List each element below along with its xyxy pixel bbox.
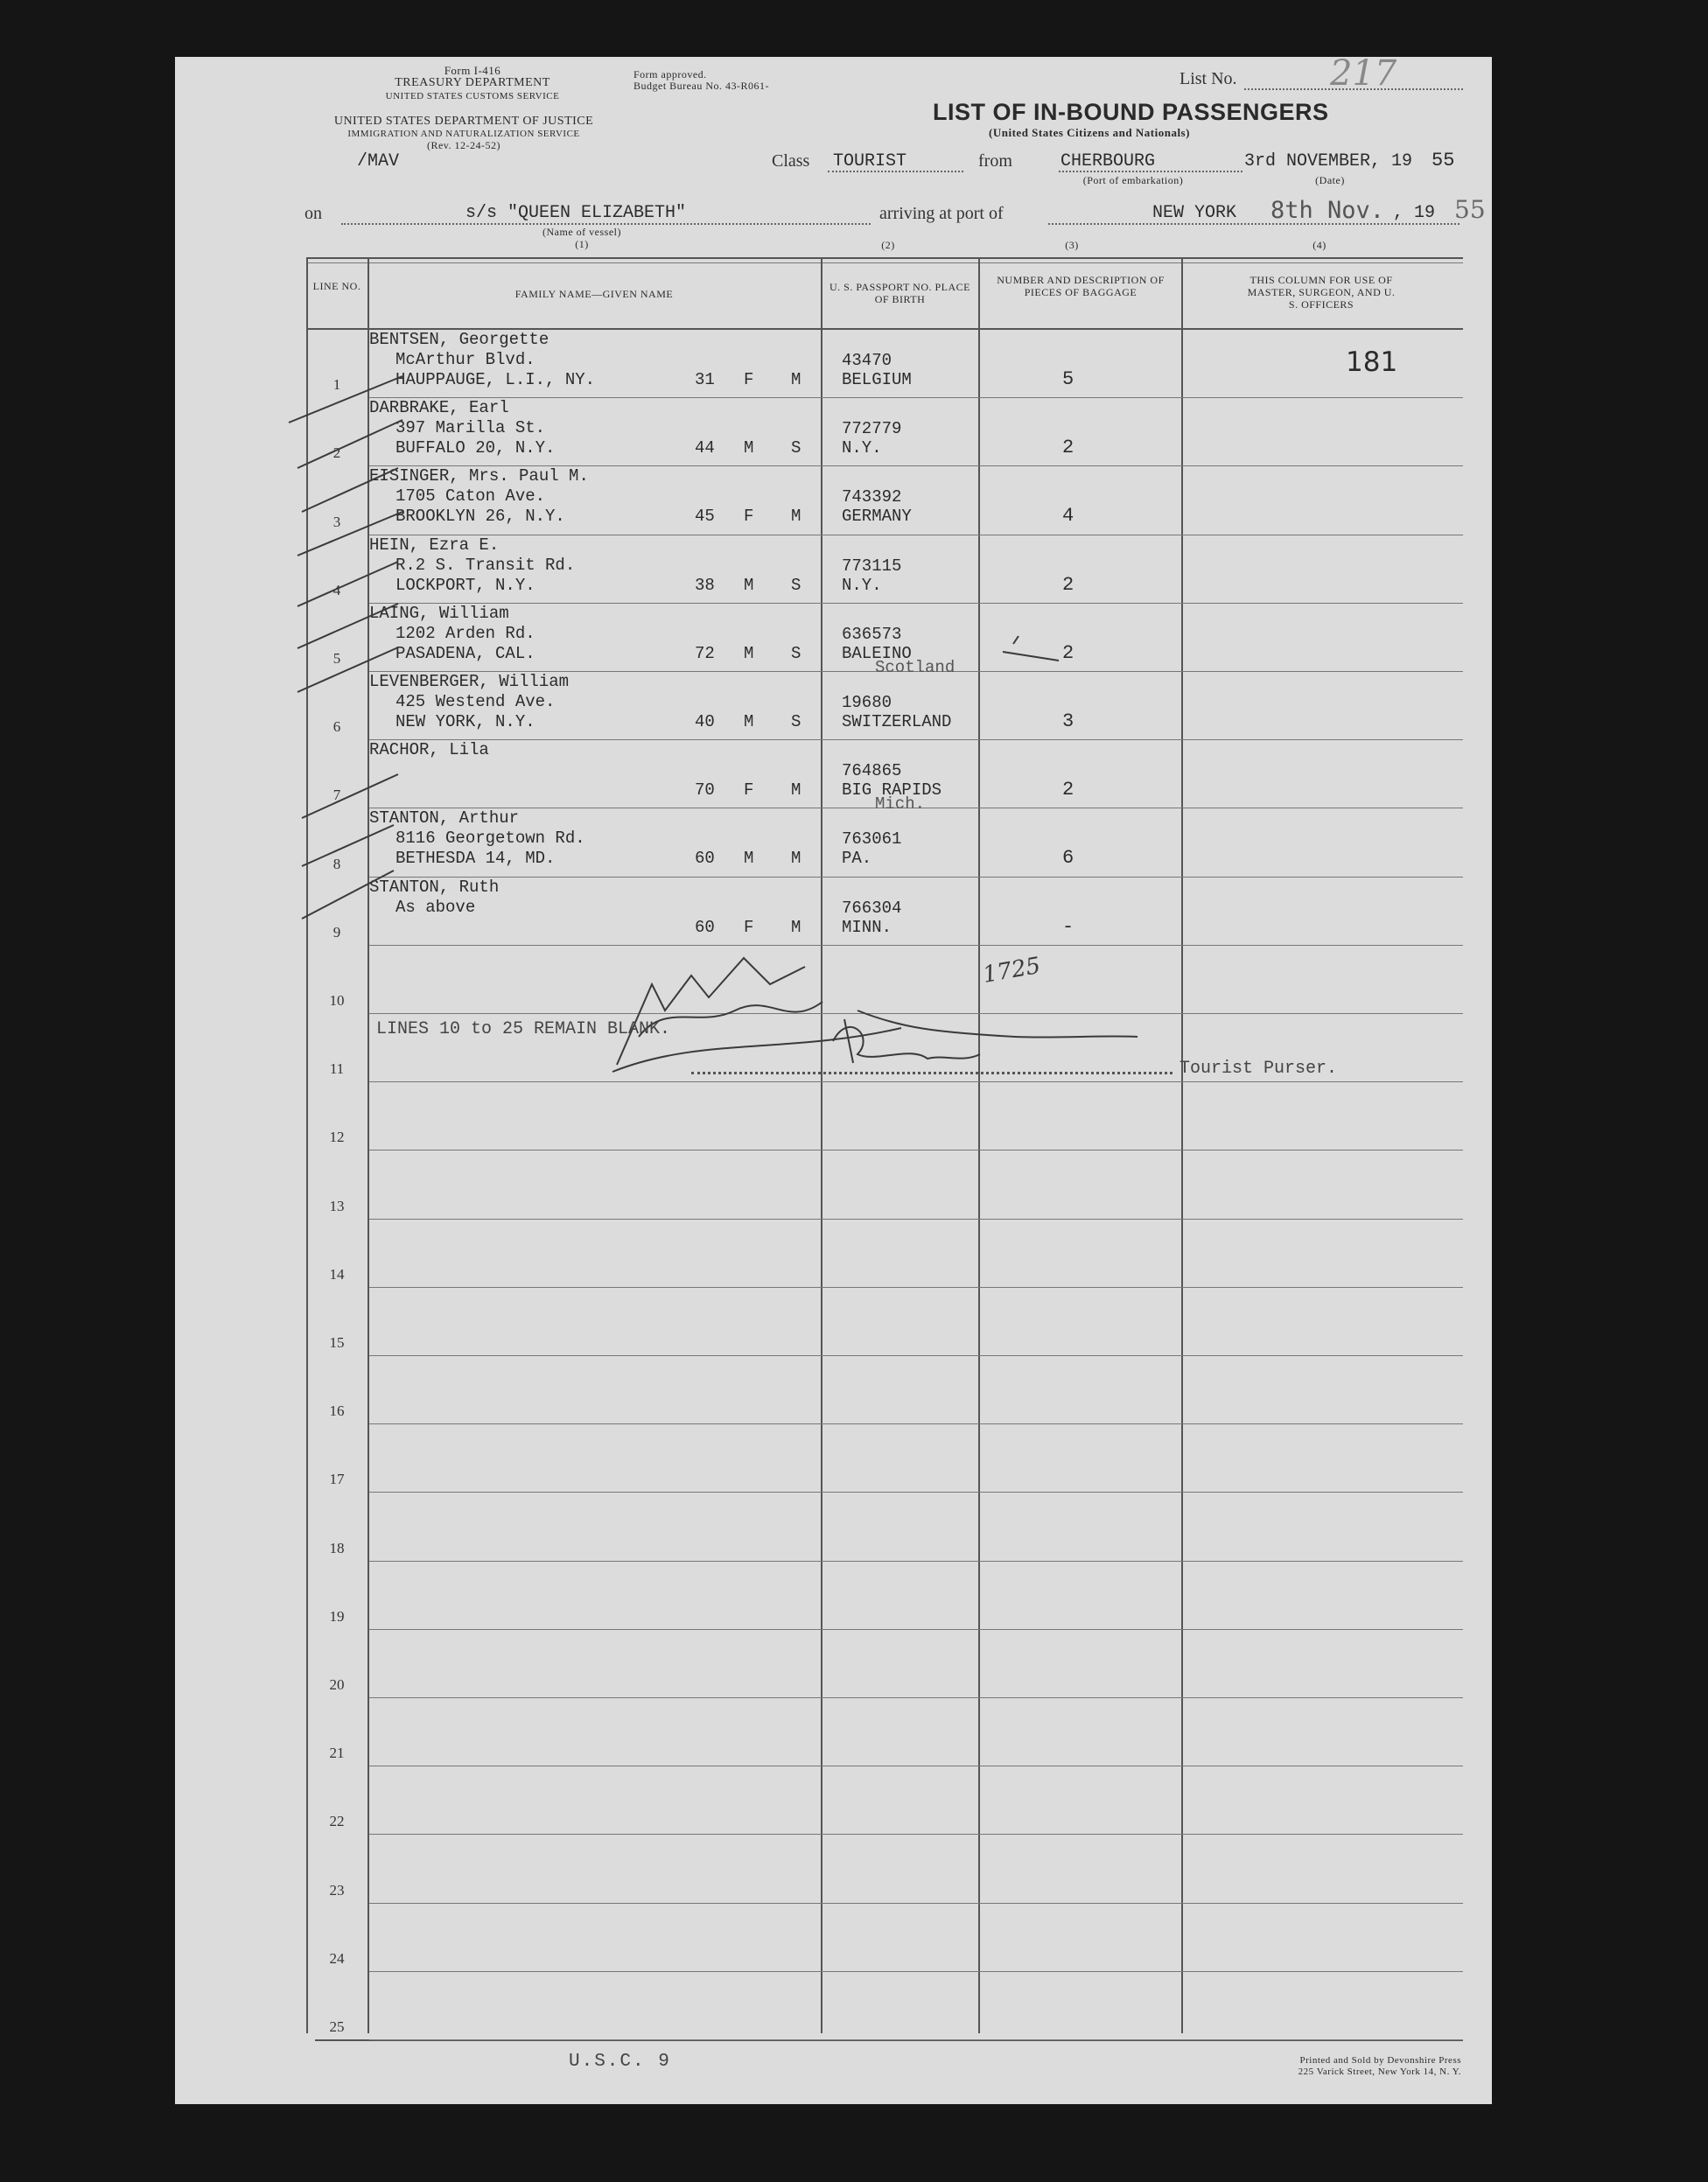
cell-baggage: 2 <box>1062 779 1074 801</box>
line-number: 20 <box>329 1676 345 1693</box>
cell-addr1: R.2 S. Transit Rd. <box>396 556 576 575</box>
cell-addr2: BUFFALO 20, N.Y. <box>396 438 556 458</box>
cell-status: M <box>791 780 802 800</box>
cell-baggage: 5 <box>1062 368 1074 390</box>
cell-name: LAING, William <box>369 604 509 623</box>
cell-age: 72 <box>695 644 715 663</box>
line-number: 16 <box>329 1402 345 1419</box>
check-mark <box>302 774 398 818</box>
cell-passport: 763061 <box>842 829 902 849</box>
cell-status: M <box>791 370 802 389</box>
cell-birth: BELGIUM <box>842 370 912 389</box>
arrival-date: 8th Nov. <box>1270 197 1385 224</box>
purser-title: Tourist Purser. <box>1180 1059 1338 1079</box>
cell-birth: GERMANY <box>842 507 912 526</box>
line-number: 5 <box>332 650 341 667</box>
printer-line-2: 225 Varick Street, New York 14, N. Y. <box>1298 2067 1461 2077</box>
cell-addr2: PASADENA, CAL. <box>396 644 536 663</box>
cell-birth: BALEINO <box>842 644 912 663</box>
check-mark <box>298 420 402 468</box>
arrival-year-prefix: , 19 <box>1393 203 1436 223</box>
cell-baggage: 2 <box>1062 574 1074 596</box>
cell-name: STANTON, Ruth <box>369 878 500 897</box>
cell-birth: N.Y. <box>842 438 882 458</box>
cell-birth: PA. <box>842 849 872 868</box>
line-number: 13 <box>329 1198 345 1214</box>
cell-addr1: 397 Marilla St. <box>396 418 546 437</box>
cell-passport: 766304 <box>842 899 902 918</box>
vessel-column-number: (1) <box>575 238 589 250</box>
date-year: 55 <box>1432 150 1455 171</box>
cell-status: S <box>791 644 802 663</box>
cell-age: 60 <box>695 918 715 937</box>
check-mark <box>298 604 398 648</box>
cell-sex: F <box>744 918 754 937</box>
line-number: 17 <box>329 1471 345 1487</box>
cell-name: RACHOR, Lila <box>369 740 489 759</box>
list-no-value: 217 <box>1330 53 1397 94</box>
cell-addr2: NEW YORK, N.Y. <box>396 712 536 731</box>
purser-signature-line <box>691 1072 1172 1074</box>
customs-service: UNITED STATES CUSTOMS SERVICE <box>385 91 560 101</box>
cell-addr2: HAUPPAUGE, L.I., NY. <box>396 370 596 389</box>
line-number: 8 <box>332 856 341 872</box>
cell-name: EISINGER, Mrs. Paul M. <box>369 466 589 486</box>
check-mark <box>298 562 398 606</box>
cell-baggage: 2 <box>1062 642 1074 664</box>
check-mark <box>298 647 398 692</box>
cell-status: S <box>791 438 802 458</box>
cell-age: 31 <box>695 370 715 389</box>
arriving-label: arriving at port of <box>879 204 1004 223</box>
baggage-header: NUMBER AND DESCRIPTION OF PIECES OF BAGGAGE <box>997 274 1165 298</box>
class-value: TOURIST <box>833 151 907 171</box>
signature-purser <box>833 1027 980 1059</box>
cell-name: DARBRAKE, Earl <box>369 398 509 417</box>
line-number: 4 <box>332 582 341 598</box>
name-header: FAMILY NAME—GIVEN NAME <box>514 288 674 300</box>
ins-service: IMMIGRATION AND NATURALIZATION SERVICE <box>347 129 580 139</box>
cell-sex: M <box>744 849 754 868</box>
revision-date: (Rev. 12-24-52) <box>426 139 501 151</box>
cell-birth2: Mich. <box>875 794 926 814</box>
cell-birth: SWITZERLAND <box>842 712 952 731</box>
check-mark <box>302 871 394 919</box>
cell-status: M <box>791 918 802 937</box>
cell-sex: M <box>744 438 754 458</box>
cell-name: STANTON, Arthur <box>369 808 520 828</box>
cell-baggage: - <box>1062 916 1074 938</box>
cell-name: LEVENBERGER, William <box>369 672 570 691</box>
cell-birth: MINN. <box>842 918 892 937</box>
document-title: LIST OF IN-BOUND PASSENGERS <box>933 99 1329 125</box>
check-mark <box>302 825 394 866</box>
cell-addr1: 1202 Arden Rd. <box>396 624 536 643</box>
cell-name: HEIN, Ezra E. <box>369 535 500 555</box>
cell-age: 40 <box>695 712 715 731</box>
list-no-label: List No. <box>1180 69 1237 88</box>
cell-officer: 181 <box>1346 346 1398 378</box>
cell-age: 60 <box>695 849 715 868</box>
document-subtitle: (United States Citizens and Nationals) <box>989 126 1190 139</box>
cell-passport: 43470 <box>842 351 892 370</box>
cell-age: 44 <box>695 438 715 458</box>
cell-name: BENTSEN, Georgette <box>369 330 550 349</box>
cell-status: M <box>791 849 802 868</box>
line-number: 7 <box>332 787 341 803</box>
cell-passport: 636573 <box>842 625 902 644</box>
cell-birth: N.Y. <box>842 576 882 595</box>
line-no-header: LINE NO. <box>312 280 361 292</box>
printer-line-1: Printed and Sold by Devonshire Press <box>1299 2055 1461 2066</box>
cell-age: 70 <box>695 780 715 800</box>
cell-addr1: 8116 Georgetown Rd. <box>396 829 585 848</box>
line-number: 22 <box>329 1813 345 1829</box>
cell-age: 38 <box>695 576 715 595</box>
officers-header: THIS COLUMN FOR USE OF MASTER, SURGEON, AND U. S. OFFICERS <box>1247 274 1396 311</box>
cell-addr2: BETHESDA 14, MD. <box>396 849 556 868</box>
line-number: 2 <box>332 444 341 461</box>
line-number: 23 <box>329 1882 345 1899</box>
cell-birth2: Scotland <box>875 658 956 677</box>
cell-age: 45 <box>695 507 715 526</box>
cell-sex: F <box>744 780 754 800</box>
port-caption: (Port of embarkation) <box>1082 174 1184 186</box>
cell-baggage: 2 <box>1062 437 1074 458</box>
svg-text:1725: 1725 <box>981 952 1043 989</box>
line-number: 6 <box>332 718 341 735</box>
line-number: 9 <box>332 924 341 941</box>
cell-sex: F <box>744 507 754 526</box>
line-number: 15 <box>329 1334 345 1351</box>
line-number: 1 <box>332 376 341 393</box>
cell-baggage: 6 <box>1062 847 1074 869</box>
cell-status: S <box>791 576 802 595</box>
handwritten-marks <box>175 57 1492 2104</box>
form-number: Form I-416 <box>444 64 501 77</box>
line-number: 25 <box>329 2018 345 2035</box>
from-value: CHERBOURG <box>1060 151 1156 171</box>
line-number: 11 <box>329 1060 345 1077</box>
document-page <box>175 53 1492 2104</box>
cell-addr1: McArthur Blvd. <box>396 350 536 369</box>
budget-bureau: Budget Bureau No. 43-R061- <box>634 80 769 92</box>
cell-baggage: 4 <box>1062 505 1074 527</box>
class-label: Class <box>772 151 810 171</box>
cell-addr2: LOCKPORT, N.Y. <box>396 576 536 595</box>
cell-addr1: 425 Westend Ave. <box>396 692 556 711</box>
line-number: 24 <box>329 1950 345 1967</box>
vessel-caption: (Name of vessel) <box>542 226 621 238</box>
cell-passport: 773115 <box>842 556 902 576</box>
signature-inspector <box>617 958 805 1065</box>
line-number: 3 <box>332 514 341 530</box>
cell-status: M <box>791 507 802 526</box>
cell-sex: F <box>744 370 754 389</box>
line-number: 12 <box>329 1129 345 1145</box>
cell-addr2: BROOKLYN 26, N.Y. <box>396 507 565 526</box>
cell-passport: 772779 <box>842 419 902 438</box>
arrival-port: NEW YORK <box>1152 203 1237 223</box>
line-number: 18 <box>329 1540 345 1556</box>
from-label: from <box>978 151 1012 171</box>
remain-blank-note: LINES 10 to 25 REMAIN BLANK. <box>376 1019 671 1039</box>
line-number: 10 <box>329 992 345 1009</box>
cell-birth: BIG RAPIDS <box>842 780 942 800</box>
strikethrough <box>1003 652 1059 661</box>
initials: /MAV <box>357 151 400 171</box>
cell-addr1: 1705 Caton Ave. <box>396 486 546 506</box>
cell-sex: M <box>744 712 754 731</box>
check-mark <box>289 376 402 423</box>
cell-baggage: 3 <box>1062 710 1074 732</box>
check-mark <box>302 468 398 512</box>
line-number: 14 <box>329 1266 345 1283</box>
date-caption: (Date) <box>1315 174 1345 186</box>
column-number-2: (2) <box>881 239 895 251</box>
cell-passport: 764865 <box>842 761 902 780</box>
cell-addr1: As above <box>396 898 476 917</box>
check-mark <box>298 512 402 556</box>
cell-sex: M <box>744 576 754 595</box>
passport-header: U. S. PASSPORT NO. PLACE OF BIRTH <box>830 281 970 305</box>
form-code: U.S.C. 9 <box>569 2052 671 2072</box>
cell-sex: M <box>744 644 754 663</box>
cell-passport: 743392 <box>842 487 902 507</box>
arrival-year: 55 <box>1454 195 1486 224</box>
line-number: 19 <box>329 1608 345 1625</box>
cell-status: S <box>791 712 802 731</box>
justice-department: UNITED STATES DEPARTMENT OF JUSTICE <box>333 115 594 128</box>
column-number-3: (3) <box>1065 239 1079 251</box>
date-value: 3rd NOVEMBER, 19 <box>1244 151 1413 171</box>
vessel-value: s/s "QUEEN ELIZABETH" <box>466 203 687 223</box>
on-label: on <box>304 204 322 223</box>
column-number-4: (4) <box>1312 239 1326 251</box>
line-number: 21 <box>329 1745 345 1761</box>
treasury-department: TREASURY DEPARTMENT <box>395 76 550 89</box>
form-approved: Form approved. <box>634 68 707 80</box>
cell-passport: 19680 <box>842 693 892 712</box>
